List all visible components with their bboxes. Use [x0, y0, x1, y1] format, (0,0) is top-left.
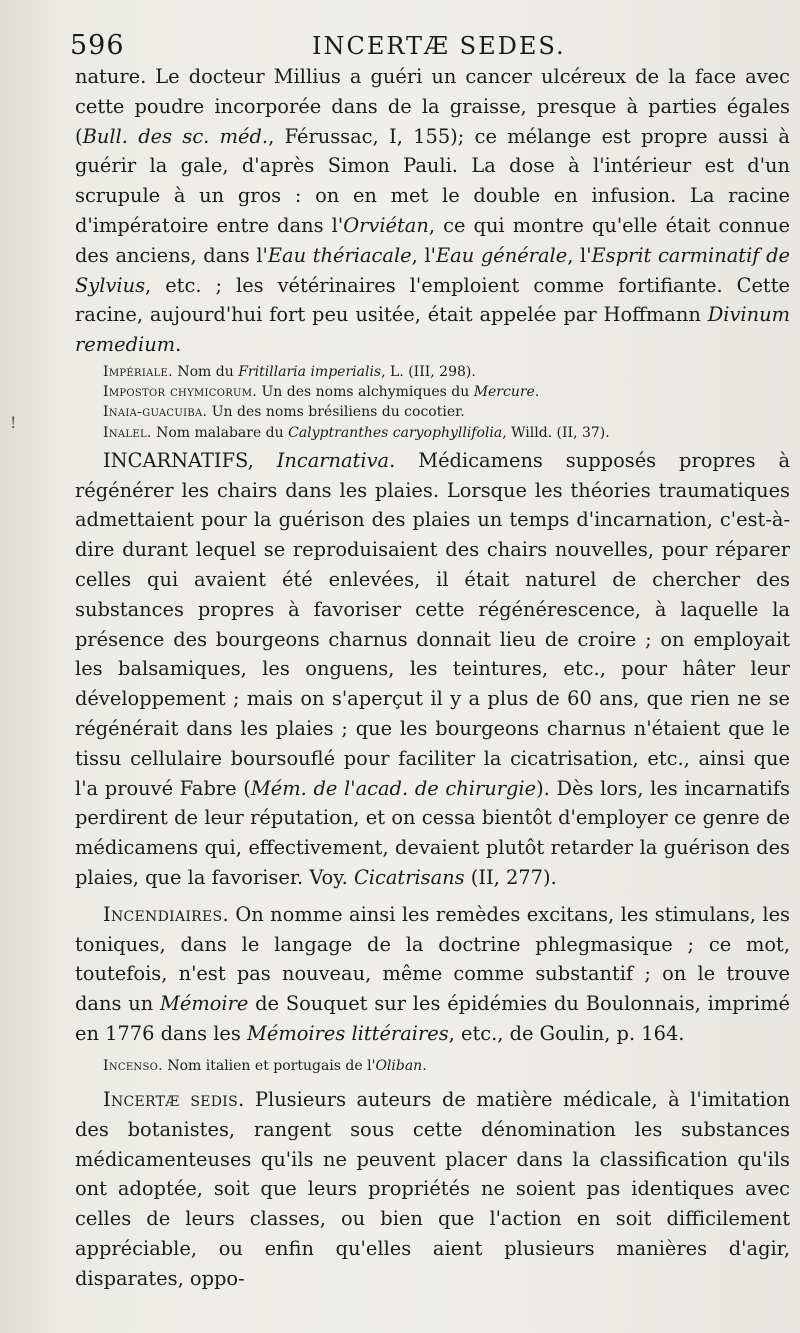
- entry-incenso: Incenso. Nom italien et portugais de l'Oliban.: [103, 1057, 427, 1074]
- page-header: [70, 30, 800, 62]
- paragraph-incarnatifs: INCARNATIFS, Incarnativa. Médicamens supposés propres à régénérer les chairs dans les plaies. Lorsque les théories traumatiques admettaient pour la guérison des plaies un temps d'incarnation, c'est-à-dire durant lequel se reproduisaient des chairs nouvelles, pour réparer celles qui avaient été enlevées, il était naturel de chercher des substances propres à favoriser cette régénérescence, à laquelle la présence des bourgeons charnus donnait lieu de croire ; on employait les balsamiques, les onguens, les teintures, etc., pour hâter leur développement ; mais on s'aperçut il y a plus de 60 ans, que rien ne se régénérait dans les plaies ; que les bourgeons charnus n'étaient que le tissu cellulaire boursouflé pour faciliter la cicatrisation, etc., ainsi que l'a prouvé Fabre (Mém. de l'acad. de chirurgie). Dès lors, les incarnatifs perdirent de leur réputation, et on cessa bientôt d'employer ce genre de médicamens qui, effectivement, devaient plutôt retarder la guérison des plaies, que la favoriser. Voy. Cicatrisans (II, 277).: [75, 448, 791, 889]
- entry-imperiale: Impériale. Nom du Fritillaria imperialis, L. (III, 298).: [103, 363, 476, 380]
- paragraph-incendiaires: Incendiaires. On nomme ainsi les remèdes excitans, les stimulans, les toniques, dans le langage de la doctrine phlegmasique ; ce mot, toutefois, n'est pas nouveau, même comme substantif ; on le trouve dans un Mémoire de Souquet sur les épidémies du Boulonnais, imprimé en 1776 dans les Mémoires littéraires, etc., de Goulin, p. 164.: [75, 902, 790, 1045]
- paragraph-imperatoire-continued: nature. Le docteur Millius a guéri un cancer ulcéreux de la face avec cette poudre incorporée dans de la graisse, presque à parties égales (Bull. des sc. méd., Férussac, I, 155); ce mélange est propre aussi à guérir la gale, d'après Simon Pauli. La dose à l'intérieur est d'un scrupule à un gros : on en met le double en infusion. La racine d'impératoire entre dans l'Orviétan, ce qui montre qu'elle était connue des anciens, dans l'Eau thériacale, l'Eau générale, l'Esprit carminatif de Sylvius, etc. ; les vétérinaires l'emploient comme fortifiante. Cette racine, aujourd'hui fort peu usitée, était appelée par Hoffmann Divinum remedium.: [75, 65, 790, 357]
- entry-inaia-guacuiba: Inaia-guacuiba. Un des noms brésiliens du cocotier.: [103, 404, 465, 421]
- headword-incendiaires: Incendiaires.: [103, 902, 229, 926]
- text-body: [75, 62, 790, 1294]
- paragraph-incertae-sedis: Incertæ sedis. Plusieurs auteurs de matière médicale, à l'imitation des botanistes, rangent sous cette dénomination les substances médicamenteuses qu'ils ne peuvent placer dans la classification qu'ils ont adoptée, soit que leurs propriétés ne soient pas identiques avec celles de leurs classes, ou bien que l'action en soit difficilement appréciable, ou enfin qu'elles aient plusieurs manières d'agir, disparates, oppo-: [75, 1087, 790, 1290]
- entry-impostor-chymicorum: Impostor chymicorum. Un des noms alchymiques du Mercure.: [103, 384, 540, 401]
- margin-mark: !: [10, 413, 17, 432]
- headword-incarnatifs: INCARNATIFS: [103, 448, 248, 472]
- page-number: 596: [70, 30, 125, 61]
- headword-incertae-sedis: Incertæ sedis.: [103, 1087, 245, 1111]
- running-title: INCERTÆ SEDES.: [312, 32, 566, 60]
- entry-inalel: Inalel. Nom malabare du Calyptranthes caryophyllifolia, Willd. (II, 37).: [103, 424, 610, 441]
